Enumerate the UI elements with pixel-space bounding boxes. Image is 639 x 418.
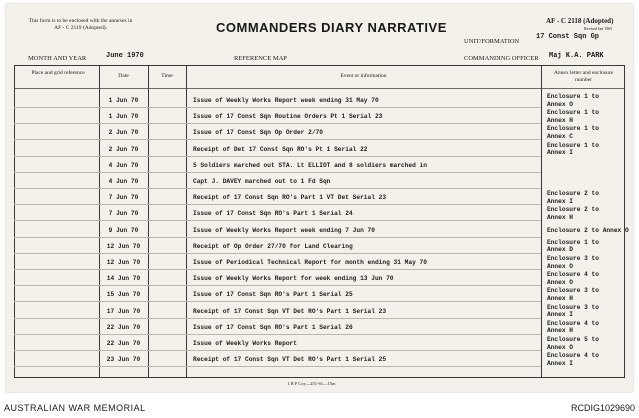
month-year-label: MONTH AND YEAR bbox=[28, 55, 87, 62]
row-event: Issue of 17 Const Sqn RO's Part 1 Serial 25 bbox=[193, 291, 353, 299]
printer-code: I B P Coy—251-61—15m bbox=[288, 381, 336, 386]
row-annex: Enclosure 4 to bbox=[547, 319, 599, 327]
row-annex: Annex O bbox=[547, 343, 573, 351]
row-rule bbox=[14, 350, 541, 351]
row-rule bbox=[14, 253, 541, 254]
row-rule bbox=[14, 285, 541, 286]
row-event: Issue of Weekly Works Report week ending 31 May 70 bbox=[193, 97, 379, 104]
row-annex: Enclosure 4 to bbox=[547, 352, 599, 360]
row-date: 4 Jun 70 bbox=[108, 178, 139, 185]
row-annex: Enclosure 3 to bbox=[547, 303, 599, 311]
form-code: AF - C 2118 (Adopted) bbox=[546, 17, 614, 25]
footer-credit: AUSTRALIAN WAR MEMORIAL bbox=[4, 403, 146, 413]
row-annex: Enclosure 1 to bbox=[547, 125, 599, 133]
row-date: 7 Jun 70 bbox=[108, 210, 139, 218]
row-annex: Enclosure 1 to bbox=[547, 141, 599, 149]
row-annex: Annex H bbox=[547, 327, 573, 335]
row-rule bbox=[14, 172, 541, 173]
row-rule bbox=[14, 220, 541, 221]
row-date: 23 Jun 70 bbox=[106, 356, 141, 364]
row-event: 5 Soldiers marched out STA. Lt ELLIOT and 8 soldiers marched in bbox=[193, 161, 427, 169]
row-rule bbox=[14, 366, 541, 367]
row-rule bbox=[14, 188, 541, 189]
row-annex: Enclosure 3 to bbox=[547, 287, 599, 295]
row-rule bbox=[14, 301, 541, 302]
row-annex: Annex O bbox=[547, 278, 573, 286]
row-annex: Annex H bbox=[547, 213, 573, 221]
row-date: 9 Jun 70 bbox=[108, 226, 139, 234]
row-annex: Enclosure 5 to bbox=[547, 336, 599, 343]
row-event: Receipt of 17 Const Sqn RO's Part 1 VT Det Serial 23 bbox=[193, 194, 387, 202]
row-date: 2 Jun 70 bbox=[108, 129, 139, 137]
row-event: Issue of Weekly Works Report week ending 7 Jun 70 bbox=[193, 226, 375, 234]
row-event: Receipt of Det 17 Const Sqn RO's Pt 1 Serial 22 bbox=[193, 145, 368, 153]
row-annex: Enclosure 2 to Annex O bbox=[547, 226, 629, 234]
row-annex: Enclosure 1 to bbox=[547, 238, 599, 246]
row-annex: Enclosure 2 to bbox=[547, 206, 599, 214]
row-date: 12 Jun 70 bbox=[106, 259, 141, 266]
row-date: 22 Jun 70 bbox=[106, 323, 141, 331]
row-annex: Annex C bbox=[547, 132, 573, 140]
row-event: Issue of Weekly Works Report for week ending 13 Jun 70 bbox=[193, 275, 394, 283]
header-time: Time bbox=[161, 73, 173, 79]
row-annex: Enclosure 4 to bbox=[547, 271, 599, 279]
row-rule bbox=[14, 318, 541, 319]
row-date: 1 Jun 70 bbox=[108, 113, 139, 121]
row-date: 14 Jun 70 bbox=[106, 275, 141, 283]
row-event: Issue of 17 Const Sqn Routine Orders Pt 1 Serial 23 bbox=[193, 113, 383, 121]
row-date: 2 Jun 70 bbox=[108, 145, 139, 153]
row-annex: Annex I bbox=[547, 311, 573, 319]
row-rule bbox=[14, 123, 541, 124]
commanding-officer-value: Maj K.A. PARK bbox=[549, 52, 604, 60]
commanding-officer-label: COMMANDING OFFICER bbox=[464, 55, 539, 62]
row-annex: Annex D bbox=[547, 246, 573, 254]
row-rule bbox=[14, 204, 541, 205]
row-annex: Enclosure 3 to bbox=[547, 255, 599, 262]
row-date: 22 Jun 70 bbox=[106, 340, 141, 347]
row-rule bbox=[14, 107, 541, 108]
header-annex: Annex letter and enclosure number bbox=[553, 70, 614, 83]
row-date: 12 Jun 70 bbox=[106, 242, 141, 250]
unit-label: UNIT/FORMATION bbox=[464, 38, 520, 45]
row-annex: Annex I bbox=[547, 149, 573, 157]
row-date: 4 Jun 70 bbox=[108, 161, 139, 169]
form-note: This form is to be enclosed with the annexes in AF - C 2119 (Adopted). bbox=[28, 18, 133, 31]
row-date: 15 Jun 70 bbox=[106, 291, 141, 299]
row-rule bbox=[14, 156, 541, 157]
form-revised: Revised Jan 1965 bbox=[584, 26, 613, 31]
row-rule bbox=[14, 269, 541, 270]
row-event: Issue of 17 Const Sqn Op Order 2/70 bbox=[193, 129, 323, 137]
row-event: Receipt of 17 Const Sqn VT Det RO's Part 1 Serial 25 bbox=[193, 356, 387, 364]
row-annex: Enclosure 2 to bbox=[547, 190, 599, 198]
row-annex: Enclosure 1 to bbox=[547, 109, 599, 117]
footer-reference: RCDIG1029690 bbox=[570, 403, 635, 413]
header-date: Date bbox=[118, 73, 129, 79]
row-event: Issue of Weekly Works Report bbox=[193, 340, 297, 347]
row-annex: Annex O bbox=[547, 100, 573, 108]
row-rule bbox=[14, 237, 541, 238]
row-rule bbox=[14, 334, 541, 335]
row-event: Issue of Periodical Technical Report for month ending 31 May 70 bbox=[193, 259, 427, 266]
row-annex: Enclosure 1 to bbox=[547, 93, 599, 100]
row-annex: Annex I bbox=[547, 359, 573, 367]
row-event: Issue of 17 Const Sqn RO's Part 1 Serial 24 bbox=[193, 210, 353, 218]
header-event: Event or information bbox=[340, 73, 387, 79]
row-rule bbox=[14, 139, 541, 140]
page-title: COMMANDERS DIARY NARRATIVE bbox=[216, 20, 447, 35]
row-event: Receipt of 17 Const Sqn VT Det RO's Part 1 Serial 23 bbox=[193, 307, 387, 315]
row-event: Issue of 17 Const Sqn RO's Part 1 Serial 26 bbox=[193, 323, 353, 331]
row-date: 17 Jun 70 bbox=[106, 307, 141, 315]
row-date: 1 Jun 70 bbox=[108, 97, 139, 104]
row-annex: Annex O bbox=[547, 262, 573, 270]
row-event: Capt J. DAVEY marched out to 1 Fd Sqn bbox=[193, 178, 331, 185]
diary-sheet bbox=[6, 4, 633, 392]
header-place: Place and grid reference bbox=[31, 70, 85, 76]
row-annex: Annex H bbox=[547, 116, 573, 124]
row-event: Receipt of Op Order 27/70 for Land Clearing bbox=[193, 242, 353, 250]
row-annex: Annex I bbox=[547, 197, 573, 205]
unit-value: 17 Const Sqn Gp bbox=[536, 33, 600, 41]
reference-map-label: REFERENCE MAP bbox=[234, 55, 287, 62]
row-date: 7 Jun 70 bbox=[108, 194, 139, 202]
month-year-value: June 1970 bbox=[106, 52, 144, 60]
row-annex: Annex H bbox=[547, 294, 573, 302]
